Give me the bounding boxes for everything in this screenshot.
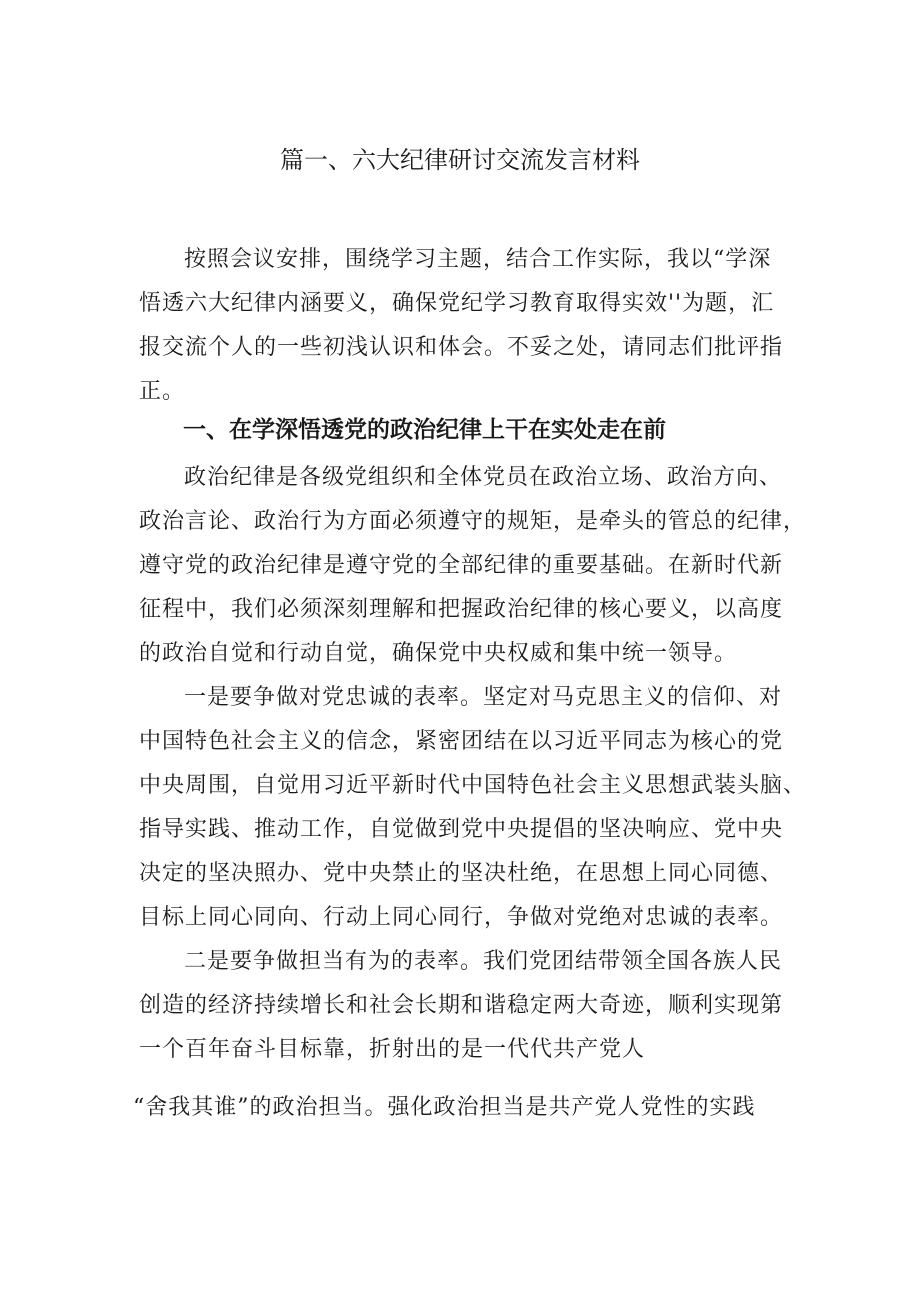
- text-line: 的政治自觉和行动自觉，确保党中央权威和集中统一领导。: [139, 641, 738, 666]
- text-line: “舍我其谁”的政治担当。强化政治担当是共产党人党性的实践: [133, 1095, 756, 1120]
- intro-paragraph: [139, 238, 783, 414]
- text-line: 一是要争做对党忠诚的表率。坚定对马克思主义的信仰、对: [184, 685, 783, 710]
- text-line: 中央周围，自觉用习近平新时代中国特色社会主义思想武装头脑、: [139, 773, 807, 798]
- text-line: 征程中，我们必须深刻理解和把握政治纪律的核心要义，以高度: [139, 597, 784, 622]
- section-heading: 一、在学深悟透党的政治纪律上干在实处走在前: [183, 417, 666, 443]
- text-line: 遵守党的政治纪律是遵守党的全部纪律的重要基础。在新时代新: [139, 553, 784, 578]
- body-paragraph: [139, 940, 783, 1072]
- body-paragraph: [133, 1086, 756, 1130]
- text-line: 按照会议安排，围绕学习主题，结合工作实际，我以“学深: [184, 247, 772, 272]
- body-paragraph: [139, 676, 806, 940]
- text-line: 决定的坚决照办、党中央禁止的坚决杜绝，在思想上同心同德、: [139, 861, 784, 886]
- body-paragraph: [139, 456, 806, 676]
- text-line: 目标上同心同向、行动上同心同行，争做对党绝对忠诚的表率。: [139, 905, 784, 930]
- text-line: 指导实践、推动工作，自觉做到党中央提倡的坚决响应、党中央: [139, 817, 784, 842]
- text-line: 创造的经济持续增长和社会长期和谐稳定两大奇迹，顺利实现第: [139, 993, 784, 1018]
- text-line: 正。: [139, 379, 186, 404]
- text-line: 政治纪律是各级党组织和全体党员在政治立场、政治方向、: [184, 465, 783, 490]
- text-line: 一个百年奋斗目标靠，折射出的是一代代共产党人: [139, 1037, 646, 1062]
- document-title: 篇一、六大纪律研讨交流发言材料: [280, 146, 640, 174]
- text-line: 报交流个人的一些初浅认识和体会。不妥之处，请同志们批评指: [139, 335, 784, 360]
- text-line: 悟透六大纪律内涵要义，确保党纪学习教育取得实效''为题，汇: [139, 291, 775, 316]
- text-line: 政治言论、政治行为方面必须遵守的规矩，是牵头的管总的纪律，: [139, 509, 807, 534]
- text-line: 二是要争做担当有为的表率。我们党团结带领全国各族人民: [184, 949, 783, 974]
- text-line: 中国特色社会主义的信念，紧密团结在以习近平同志为核心的党: [139, 729, 784, 754]
